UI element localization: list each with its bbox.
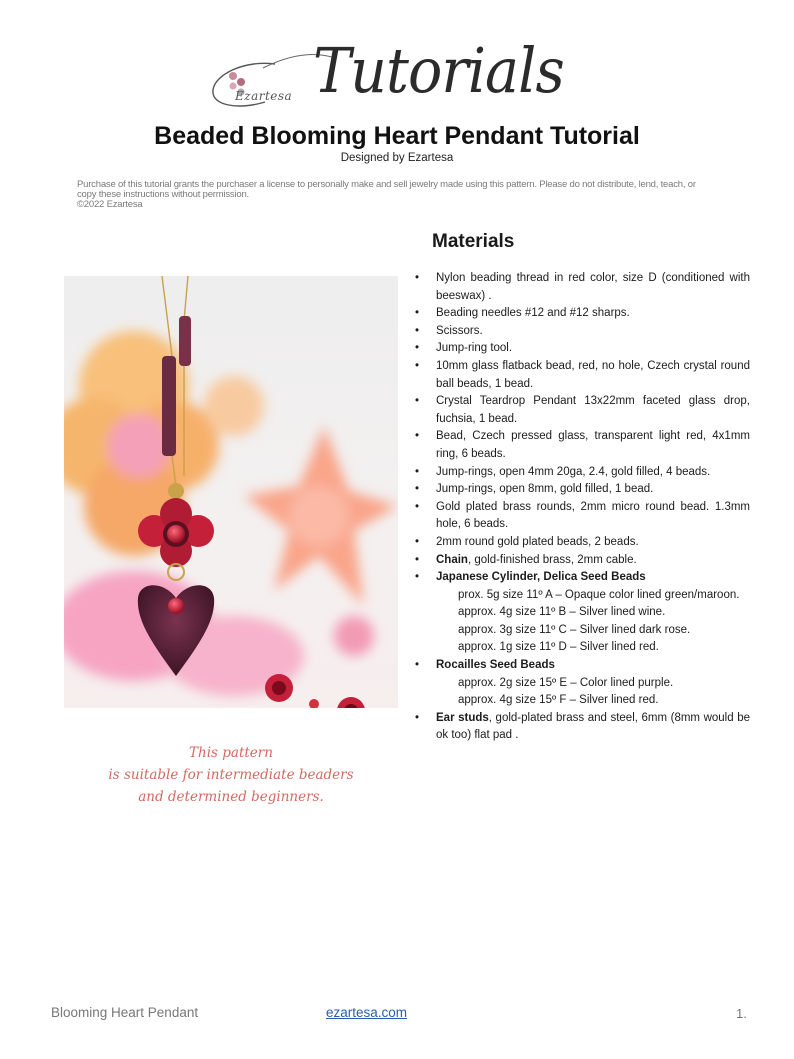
logo-tutorials-word: Tutorials <box>313 34 564 107</box>
pendant-photo <box>64 276 398 708</box>
material-subitem: approx. 1g size 11º D – Silver lined red. <box>458 641 659 654</box>
license-line-1: Purchase of this tutorial grants the purchaser a license to personally make and sell jewelry made using this pattern. Please do not distribute, lend, teach, or <box>77 179 696 190</box>
material-subitem: approx. 2g size 15º E – Color lined purple. <box>458 676 674 689</box>
page-title: Beaded Blooming Heart Pendant Tutorial <box>154 122 640 150</box>
beaded-tube-left <box>162 356 176 456</box>
material-item: • Scissors. <box>415 324 483 337</box>
material-item: • Jump-rings, open 4mm 20ga, 2.4, gold filled, 4 beads. <box>415 465 711 478</box>
beaded-tube-right <box>179 316 191 366</box>
license-line-2: copy these instructions without permission. <box>77 189 249 200</box>
materials-list <box>414 270 750 745</box>
material-item: • Jump-ring tool. <box>415 342 513 355</box>
note-line-3: and determined beginners. <box>138 789 324 805</box>
skill-level-note <box>64 742 398 808</box>
note-line-1: This pattern <box>189 745 273 761</box>
page-number: 1. <box>736 1006 747 1021</box>
material-item: • Gold plated brass rounds, 2mm micro round bead. 1.3mm hole, 6 beads. <box>415 500 750 531</box>
material-item: • Rocailles Seed Beads <box>415 659 555 672</box>
material-subitem: approx. 4g size 15º F – Silver lined red. <box>458 694 659 707</box>
material-item: • 2mm round gold plated beads, 2 beads. <box>415 535 639 548</box>
material-subitem: approx. 3g size 11º C – Silver lined dark rose. <box>458 623 691 636</box>
material-subitem: approx. 4g size 11º B – Silver lined wine. <box>458 606 666 619</box>
material-item: • Nylon beading thread in red color, size D (conditioned with beeswax) . <box>415 272 750 302</box>
license-copyright: ©2022 Ezartesa <box>77 199 143 210</box>
logo-brand-text: Ezartesa <box>235 89 293 103</box>
material-item: • Crystal Teardrop Pendant 13x22mm faceted glass drop, fuchsia, 1 bead. <box>415 395 750 425</box>
material-item: • Japanese Cylinder, Delica Seed Beads <box>415 571 646 584</box>
material-item: • Jump-rings, open 8mm, gold filled, 1 bead. <box>415 483 654 496</box>
designed-by: Designed by Ezartesa <box>340 152 454 164</box>
license-notice <box>77 180 757 210</box>
footer-title: Blooming Heart Pendant <box>51 1005 199 1020</box>
material-subitem: prox. 5g size 11º A – Opaque color lined green/maroon. <box>458 588 740 601</box>
material-item: • Beading needles #12 and #12 sharps. <box>415 307 630 320</box>
pendant-photo-illustration <box>64 276 398 708</box>
note-line-2: is suitable for intermediate beaders <box>108 767 354 783</box>
footer-website-link[interactable]: ezartesa.com <box>326 1005 408 1020</box>
material-item: • Chain, gold-finished brass, 2mm cable. <box>415 553 637 566</box>
material-item: • 10mm glass flatback bead, red, no hole, Czech crystal round ball beads, 1 bead. <box>415 359 750 390</box>
material-item: • Bead, Czech pressed glass, transparent light red, 4x1mm ring, 6 beads. <box>415 430 750 460</box>
ezartesa-tutorials-logo <box>205 34 565 118</box>
materials-heading: Materials <box>432 231 515 252</box>
material-item: • Ear studs, gold-plated brass and steel, 6mm (8mm would be ok too) flat pad . <box>415 711 750 742</box>
